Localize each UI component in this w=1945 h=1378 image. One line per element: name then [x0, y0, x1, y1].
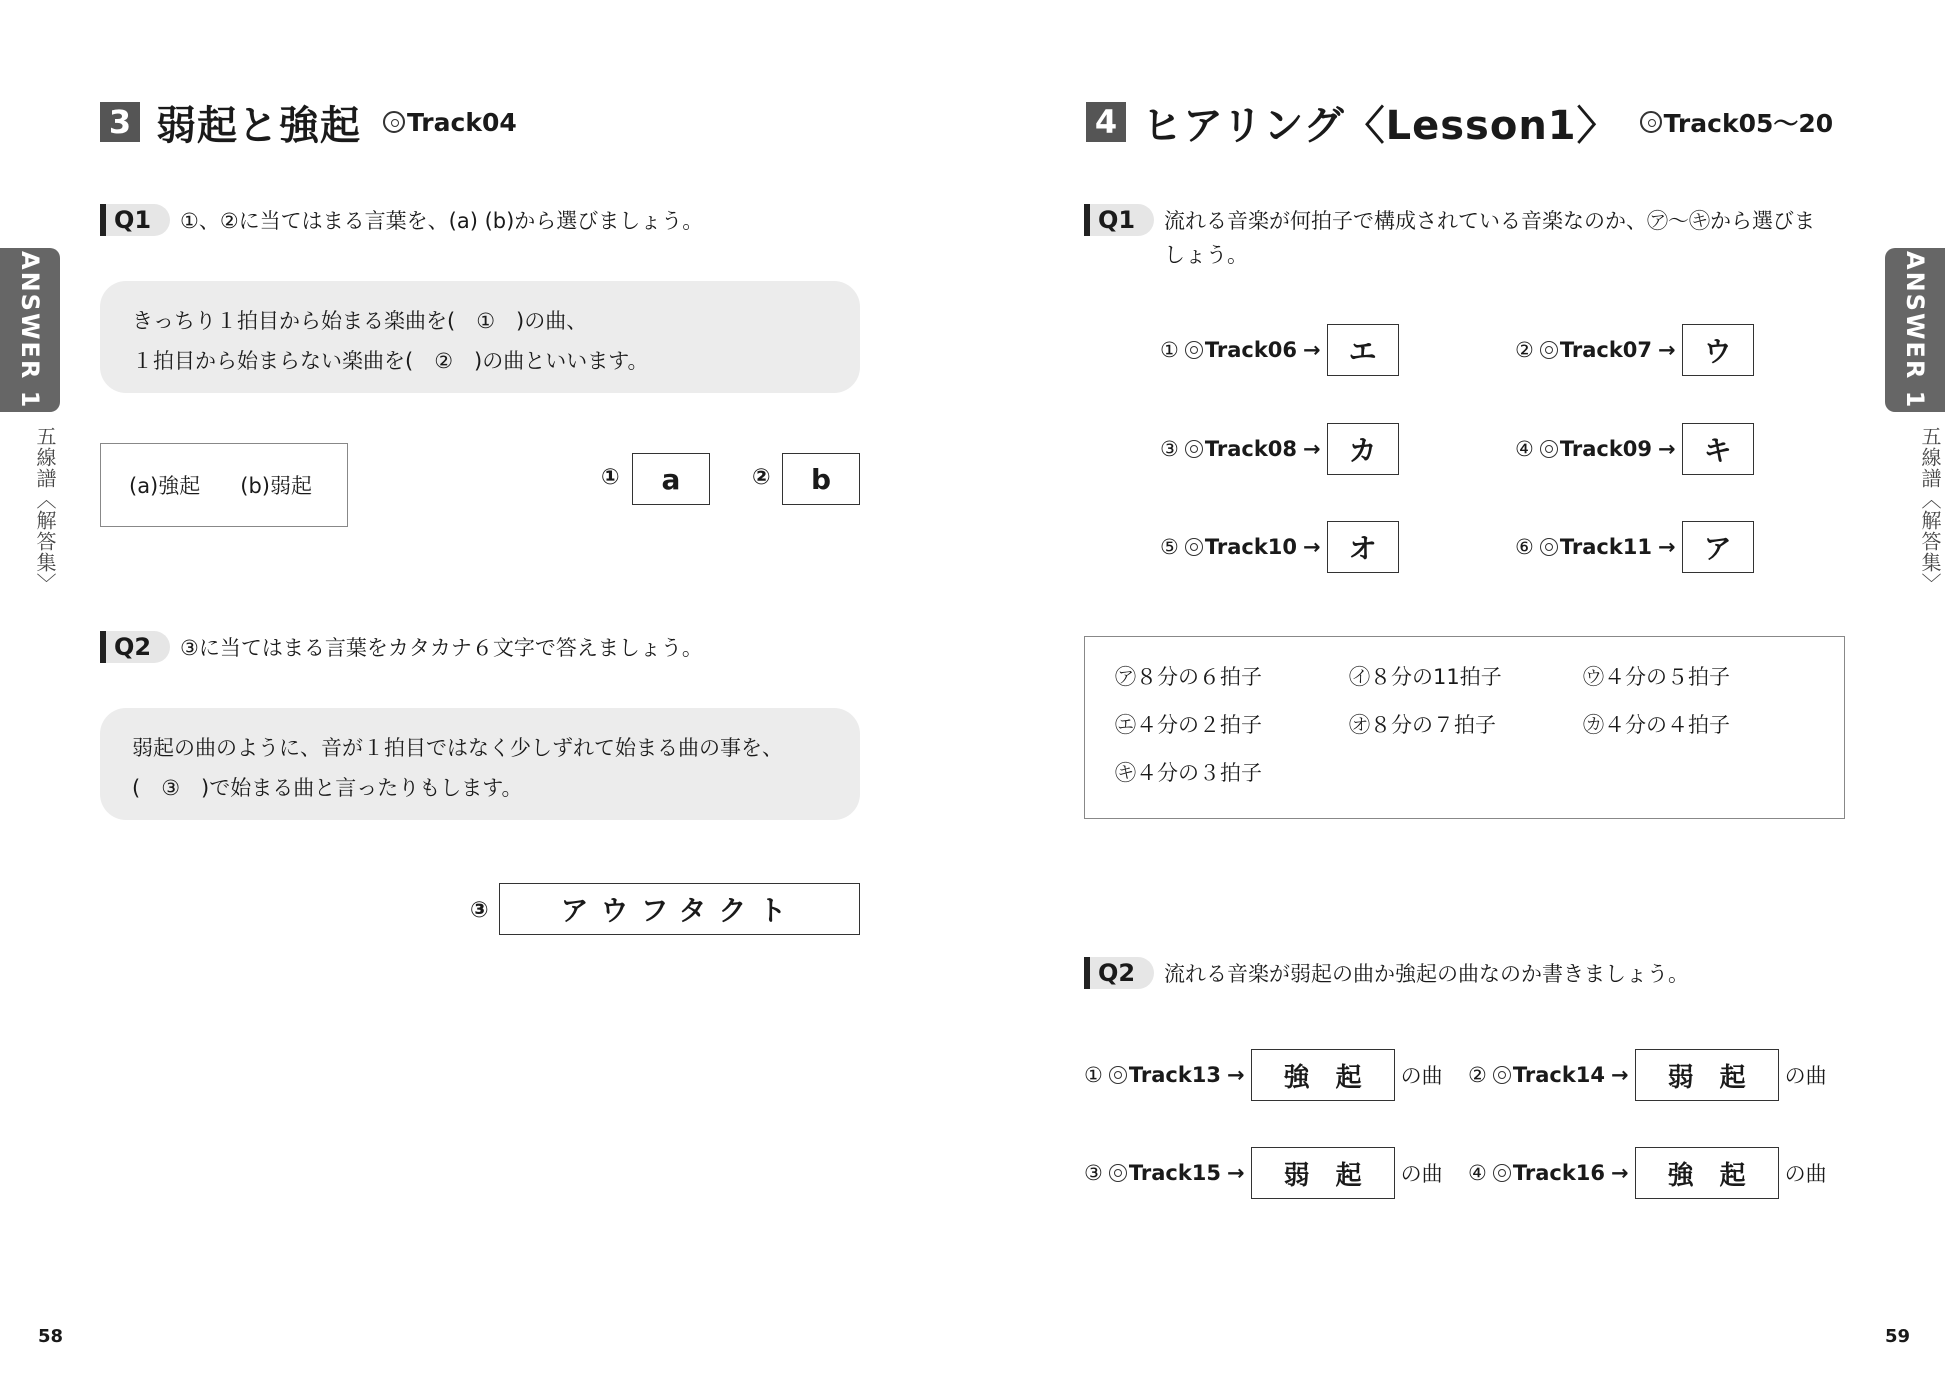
item-track: Track13 [1128, 1063, 1222, 1087]
item-number: ⑤ [1160, 535, 1179, 559]
choice-item: ㋐８分の６拍子 [1115, 665, 1262, 689]
choice-item: ㋓４分の２拍子 [1115, 713, 1262, 737]
section-title: ヒアリング〈Lesson1〉 [1142, 102, 1618, 149]
track-label: Track05～20 [1663, 109, 1834, 138]
cd-icon [1540, 440, 1558, 458]
page-number: 58 [38, 1326, 64, 1347]
item-track: Track07 [1559, 338, 1653, 362]
q1-item [1160, 324, 1399, 376]
choice-a: (a)強起 [129, 474, 201, 498]
item-track: Track08 [1204, 437, 1298, 461]
item-suffix: の曲 [1784, 1162, 1827, 1186]
item-suffix: の曲 [1400, 1064, 1443, 1088]
cd-icon [1493, 1066, 1511, 1084]
item-track: Track15 [1128, 1161, 1222, 1185]
q2-box-line1: 弱起の曲のように、音が１拍目ではなく少しずれて始まる曲の事を、 [132, 736, 783, 760]
q1-item [1515, 423, 1754, 475]
item-number: ③ [1160, 437, 1179, 461]
cd-icon [1540, 538, 1558, 556]
section-number: 4 [1086, 102, 1126, 142]
arrow-icon: → [1658, 437, 1676, 461]
side-subtitle: 五線譜〈解答集〉 [33, 426, 57, 594]
q1-choice-box [1084, 636, 1845, 819]
choice-item: ㋕４分の４拍子 [1583, 713, 1730, 737]
choice-item: ㋑８分の11拍子 [1349, 665, 1502, 689]
left-page [0, 0, 972, 1378]
item-answer-box: ウ [1682, 324, 1754, 376]
q1-choices [1115, 661, 1814, 789]
q1-item [1515, 521, 1754, 573]
arrow-icon: → [1658, 535, 1676, 559]
cd-icon [1493, 1164, 1511, 1182]
answer-2-number: ② [752, 465, 771, 490]
item-answer-box: オ [1327, 521, 1399, 573]
arrow-icon: → [1658, 338, 1676, 362]
choice-item: ㋒４分の５拍子 [1583, 665, 1730, 689]
item-track: Track14 [1512, 1063, 1606, 1087]
track-label: Track04 [407, 107, 517, 137]
q1-row [1084, 204, 1815, 272]
answer-3-number: ③ [470, 898, 489, 923]
cd-icon [1185, 440, 1203, 458]
arrow-icon: → [1303, 437, 1321, 461]
item-number: ① [1160, 338, 1179, 362]
arrow-icon: → [1227, 1161, 1245, 1185]
item-answer-box: キ [1682, 423, 1754, 475]
item-number: ⑥ [1515, 535, 1534, 559]
item-track: Track06 [1204, 338, 1298, 362]
item-number: ④ [1515, 437, 1534, 461]
q1-label: Q1 [1084, 204, 1154, 236]
item-answer-box: 弱 起 [1251, 1147, 1395, 1199]
item-number: ④ [1468, 1161, 1487, 1185]
q2-item [1084, 1049, 1443, 1101]
q2-box-line2: ( ③ )で始まる曲と言ったりもします。 [132, 776, 523, 800]
choice-item: ㋖４分の３拍子 [1115, 761, 1262, 785]
item-suffix: の曲 [1784, 1064, 1827, 1088]
q1-item [1160, 423, 1399, 475]
cd-icon [1109, 1164, 1127, 1182]
cd-icon [1640, 111, 1662, 133]
q1-sentence-box [100, 281, 860, 393]
q2-row [1084, 957, 1689, 991]
arrow-icon: → [1303, 535, 1321, 559]
item-track: Track16 [1512, 1161, 1606, 1185]
item-track: Track09 [1559, 437, 1653, 461]
q1-choice-box [100, 443, 348, 527]
section-track [383, 108, 517, 137]
q2-item [1468, 1049, 1827, 1101]
item-track: Track10 [1204, 535, 1298, 559]
choice-b: (b)弱起 [240, 474, 312, 498]
item-answer-box: 強 起 [1635, 1147, 1779, 1199]
item-answer-box: エ [1327, 324, 1399, 376]
section-title: 弱起と強起 [156, 102, 361, 149]
side-subtitle: 五線譜〈解答集〉 [1918, 426, 1942, 594]
right-page [972, 0, 1945, 1378]
cd-icon [1185, 341, 1203, 359]
item-number: ③ [1084, 1161, 1103, 1185]
answer-2-box: b [782, 453, 860, 505]
cd-icon [1185, 538, 1203, 556]
side-tab-answer: ANSWER 1 [1885, 248, 1945, 412]
section-track [1640, 104, 1834, 140]
item-track: Track11 [1559, 535, 1653, 559]
arrow-icon: → [1227, 1063, 1245, 1087]
q1-item [1515, 324, 1754, 376]
q2-row [100, 631, 703, 665]
answer-1-box: a [632, 453, 710, 505]
item-suffix: の曲 [1400, 1162, 1443, 1186]
item-number: ② [1515, 338, 1534, 362]
q1-label: Q1 [100, 204, 170, 236]
q2-item [1468, 1147, 1827, 1199]
item-answer-box: 弱 起 [1635, 1049, 1779, 1101]
cd-icon [1540, 341, 1558, 359]
q1-box-line2: １拍目から始まらない楽曲を( ② )の曲といいます。 [132, 349, 649, 373]
page-number: 59 [1885, 1326, 1911, 1347]
q1-box-line1: きっちり１拍目から始まる楽曲を( ① )の曲、 [132, 309, 588, 333]
answer-3-box: アウフタクト [499, 883, 860, 935]
q1-text: ①、②に当てはまる言葉を、(a) (b)から選びましょう。 [180, 209, 704, 233]
item-number: ② [1468, 1063, 1487, 1087]
item-answer-box: カ [1327, 423, 1399, 475]
section-3-header [100, 98, 517, 149]
q1-item [1160, 521, 1399, 573]
q2-sentence-box [100, 708, 860, 820]
arrow-icon: → [1303, 338, 1321, 362]
section-4-header [1086, 98, 1834, 149]
q2-text: ③に当てはまる言葉をカタカナ６文字で答えましょう。 [180, 636, 703, 660]
arrow-icon: → [1611, 1063, 1629, 1087]
item-number: ① [1084, 1063, 1103, 1087]
q1-text [1164, 204, 1815, 272]
choice-item: ㋔８分の７拍子 [1349, 713, 1496, 737]
answer-1-number: ① [601, 465, 620, 490]
section-number: 3 [100, 102, 140, 142]
q2-text: 流れる音楽が弱起の曲か強起の曲なのか書きましょう。 [1164, 962, 1689, 986]
cd-icon [383, 111, 405, 133]
q2-label: Q2 [100, 631, 170, 663]
q2-label: Q2 [1084, 957, 1154, 989]
cd-icon [1109, 1066, 1127, 1084]
side-tab-answer: ANSWER 1 [0, 248, 60, 412]
q2-item [1084, 1147, 1443, 1199]
q1-text-line1: 流れる音楽が何拍子で構成されている音楽なのか、㋐～㋖から選びま [1164, 209, 1815, 233]
q1-row [100, 204, 703, 238]
item-answer-box: ア [1682, 521, 1754, 573]
item-answer-box: 強 起 [1251, 1049, 1395, 1101]
q1-text-line2: しょう。 [1164, 243, 1248, 267]
arrow-icon: → [1611, 1161, 1629, 1185]
